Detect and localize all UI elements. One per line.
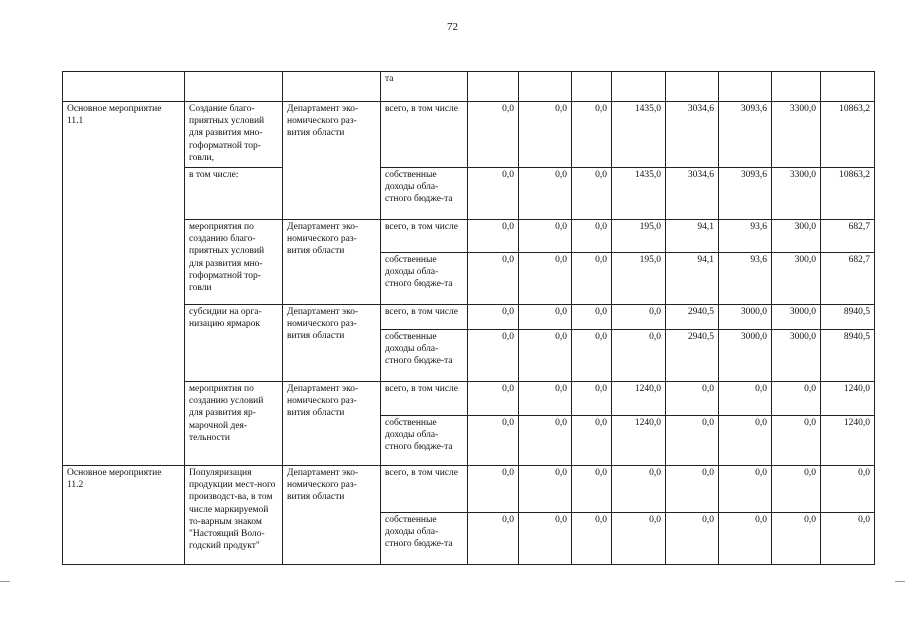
value-cell: 93,6 xyxy=(719,220,772,253)
value-cell: 0,0 xyxy=(572,168,612,220)
table-row xyxy=(63,305,875,330)
executor-cell: Департамент эко-номического раз-вития области xyxy=(283,102,381,220)
value-cell: 1240,0 xyxy=(821,416,875,466)
event-name-cell: Популяризация продукции мест-ного производст-ва, в том числе маркируемой то-варным знаком "Настоящий Воло-годский продукт" xyxy=(185,466,283,565)
value-cell: 0,0 xyxy=(772,416,821,466)
value-cell: 0,0 xyxy=(519,102,572,168)
source-cell: собственные доходы обла-стного бюдже-та xyxy=(381,416,468,466)
right-edge-mark xyxy=(895,581,905,582)
event-name-continued-cell: в том числе: xyxy=(185,168,283,220)
value-cell: 0,0 xyxy=(468,330,519,382)
value-cell: 0,0 xyxy=(572,513,612,565)
left-edge-mark xyxy=(0,581,10,582)
main-event-cell: Основное мероприятие 11.2 xyxy=(63,466,185,565)
value-cell: 0,0 xyxy=(572,416,612,466)
executor-cell: Департамент эко-номического раз-вития области xyxy=(283,466,381,565)
continuation-row xyxy=(63,72,875,102)
source-cell: собственные доходы обла-стного бюдже-та xyxy=(381,330,468,382)
event-name-cell: мероприятия по созданию благо-приятных условий для развития мно-гоформатной тор-говли xyxy=(185,220,283,305)
value-cell: 0,0 xyxy=(519,382,572,416)
value-cell: 3093,6 xyxy=(719,102,772,168)
value-cell: 3300,0 xyxy=(772,102,821,168)
executor-cell: Департамент эко-номического раз-вития области xyxy=(283,220,381,305)
value-cell: 0,0 xyxy=(612,305,666,330)
value-cell: 195,0 xyxy=(612,220,666,253)
value-cell: 3300,0 xyxy=(772,168,821,220)
value-cell: 0,0 xyxy=(572,330,612,382)
value-cell: 3034,6 xyxy=(666,102,719,168)
value-cell: 2940,5 xyxy=(666,330,719,382)
value-cell: 0,0 xyxy=(572,305,612,330)
source-cell: всего, в том числе xyxy=(381,382,468,416)
value-cell: 94,1 xyxy=(666,220,719,253)
value-cell: 0,0 xyxy=(468,102,519,168)
value-cell: 0,0 xyxy=(666,466,719,513)
value-cell: 195,0 xyxy=(612,253,666,305)
value-cell: 682,7 xyxy=(821,253,875,305)
value-cell: 0,0 xyxy=(572,253,612,305)
source-cell: собственные доходы обла-стного бюдже-та xyxy=(381,168,468,220)
value-cell: 0,0 xyxy=(468,220,519,253)
value-cell: 0,0 xyxy=(519,168,572,220)
executor-cell: Департамент эко-номического раз-вития области xyxy=(283,382,381,466)
value-cell: 1240,0 xyxy=(612,416,666,466)
value-cell: 1435,0 xyxy=(612,102,666,168)
value-cell: 0,0 xyxy=(468,466,519,513)
value-cell: 0,0 xyxy=(519,330,572,382)
value-cell: 8940,5 xyxy=(821,330,875,382)
value-cell: 0,0 xyxy=(519,416,572,466)
value-cell: 0,0 xyxy=(666,416,719,466)
source-cell: собственные доходы обла-стного бюдже-та xyxy=(381,513,468,565)
value-cell: 300,0 xyxy=(772,253,821,305)
value-cell: 300,0 xyxy=(772,220,821,253)
value-cell: 3000,0 xyxy=(772,330,821,382)
value-cell: 3034,6 xyxy=(666,168,719,220)
value-cell: 0,0 xyxy=(519,253,572,305)
value-cell: 0,0 xyxy=(519,220,572,253)
value-cell: 0,0 xyxy=(519,513,572,565)
table-row xyxy=(63,102,875,168)
value-cell: 1435,0 xyxy=(612,168,666,220)
budget-table xyxy=(62,71,875,565)
value-cell: 682,7 xyxy=(821,220,875,253)
executor-cell: Департамент эко-номического раз-вития области xyxy=(283,305,381,382)
table-row xyxy=(63,220,875,253)
value-cell: 0,0 xyxy=(719,466,772,513)
value-cell: 3000,0 xyxy=(772,305,821,330)
value-cell: 93,6 xyxy=(719,253,772,305)
source-cell: собственные доходы обла-стного бюдже-та xyxy=(381,253,468,305)
value-cell: 0,0 xyxy=(572,382,612,416)
value-cell: 0,0 xyxy=(821,513,875,565)
value-cell: 0,0 xyxy=(468,168,519,220)
event-name-cell: мероприятия по созданию условий для развития яр-марочной дея-тельности xyxy=(185,382,283,466)
value-cell: 1240,0 xyxy=(821,382,875,416)
value-cell: 3093,6 xyxy=(719,168,772,220)
value-cell: 0,0 xyxy=(719,416,772,466)
value-cell: 0,0 xyxy=(519,466,572,513)
value-cell: 0,0 xyxy=(572,220,612,253)
source-cell: всего, в том числе xyxy=(381,305,468,330)
source-cell: всего, в том числе xyxy=(381,102,468,168)
value-cell: 0,0 xyxy=(666,513,719,565)
value-cell: 0,0 xyxy=(468,382,519,416)
value-cell: 0,0 xyxy=(468,513,519,565)
value-cell: 0,0 xyxy=(468,305,519,330)
event-name-cell: Создание благо-приятных условий для развития мно-гоформатной тор-говли, xyxy=(185,102,283,168)
value-cell: 0,0 xyxy=(821,466,875,513)
value-cell: 0,0 xyxy=(612,466,666,513)
value-cell: 0,0 xyxy=(772,466,821,513)
table-row xyxy=(63,382,875,416)
value-cell: 10863,2 xyxy=(821,168,875,220)
table-row xyxy=(63,466,875,513)
main-event-cell: Основное мероприятие 11.1 xyxy=(63,102,185,466)
value-cell: 0,0 xyxy=(612,513,666,565)
value-cell: 0,0 xyxy=(468,416,519,466)
value-cell: 0,0 xyxy=(468,253,519,305)
value-cell: 0,0 xyxy=(719,513,772,565)
value-cell: 0,0 xyxy=(572,466,612,513)
value-cell: 0,0 xyxy=(519,305,572,330)
value-cell: 0,0 xyxy=(572,102,612,168)
value-cell: 2940,5 xyxy=(666,305,719,330)
source-cell: всего, в том числе xyxy=(381,220,468,253)
continuation-cell: та xyxy=(381,72,468,102)
page-number: 72 xyxy=(447,21,458,33)
value-cell: 8940,5 xyxy=(821,305,875,330)
value-cell: 0,0 xyxy=(772,382,821,416)
table-row xyxy=(63,168,875,220)
value-cell: 0,0 xyxy=(719,382,772,416)
source-cell: всего, в том числе xyxy=(381,466,468,513)
value-cell: 0,0 xyxy=(666,382,719,416)
value-cell: 3000,0 xyxy=(719,305,772,330)
value-cell: 1240,0 xyxy=(612,382,666,416)
value-cell: 0,0 xyxy=(612,330,666,382)
value-cell: 10863,2 xyxy=(821,102,875,168)
value-cell: 0,0 xyxy=(772,513,821,565)
value-cell: 3000,0 xyxy=(719,330,772,382)
event-name-cell: субсидии на орга-низацию ярмарок xyxy=(185,305,283,382)
value-cell: 94,1 xyxy=(666,253,719,305)
